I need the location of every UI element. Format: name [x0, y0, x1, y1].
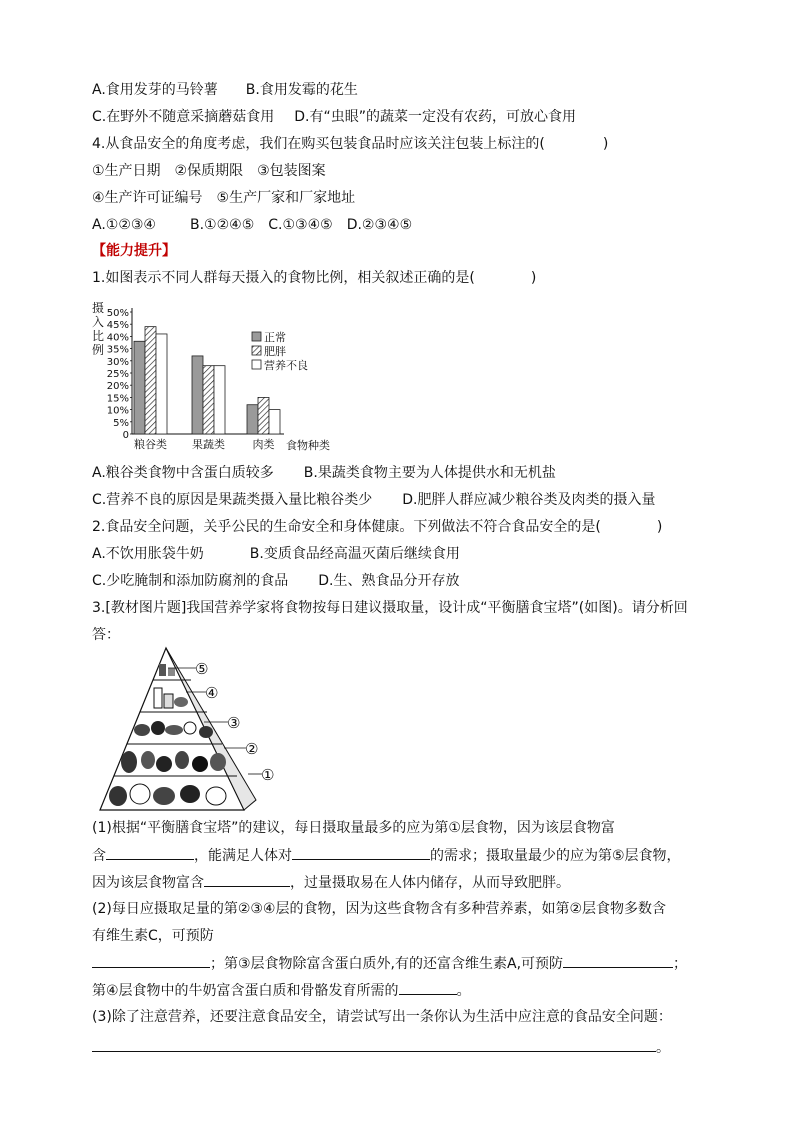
- x-tick-label: 果蔬类: [192, 438, 225, 451]
- p3-q2-line1: (2)每日应摄取足量的第②③④层的食物，因为这些食物含有多种营养素，如第②层食物多数含: [92, 901, 667, 917]
- legend-label: 正常: [264, 331, 286, 344]
- balanced-diet-pagoda: [96, 644, 296, 816]
- y-label-char: 入: [92, 315, 105, 329]
- y-tick-label: 35%: [106, 344, 129, 356]
- legend-swatch: [252, 360, 261, 369]
- p1-option-a: A.粮谷类食物中含蛋白质较多: [92, 465, 274, 481]
- y-label-char: 摄: [92, 301, 105, 315]
- chart-bars: [134, 327, 280, 434]
- y-tick-label: 40%: [106, 332, 129, 344]
- q3-options-row2: [92, 107, 576, 127]
- p2-stem: 2.食品安全问题，关乎公民的生命安全和身体健康。下列做法不符合食品安全的是( ): [92, 519, 663, 535]
- y-axis-ticks: [107, 308, 132, 441]
- p3-q1-line3: 因为该层食物富含 ，过量摄取易在人体内储存，从而导致肥胖。: [92, 872, 570, 893]
- q3-option-b: B.食用发霉的花生: [245, 82, 358, 98]
- p1-option-d: D.肥胖人群应减少粮谷类及肉类的摄入量: [402, 492, 656, 508]
- pyramid-label-1: ①: [261, 766, 275, 784]
- y-tick-label: 20%: [106, 381, 129, 393]
- bar-1-2: [214, 366, 225, 434]
- pyramid-label-3: ③: [227, 714, 241, 732]
- p1-options-row1: [92, 463, 556, 483]
- p2-option-c: C.少吃腌制和添加防腐剂的食品: [92, 573, 289, 589]
- bar-2-2: [269, 410, 280, 434]
- pyramid-label-2: ②: [245, 740, 259, 758]
- q4-option-b: B.①②④⑤: [189, 217, 255, 233]
- q4-options: [92, 215, 412, 235]
- q4-option-a: A.①②③④: [92, 217, 156, 233]
- bar-2-0: [247, 405, 258, 434]
- x-tick-label: 肉类: [252, 438, 275, 451]
- p2-option-d: D.生、熟食品分开存放: [318, 573, 460, 589]
- y-tick-label: 25%: [106, 369, 129, 380]
- y-tick-label: 15%: [106, 393, 129, 405]
- pyramid-label-5: ⑤: [195, 660, 209, 678]
- chart-legend: [252, 330, 308, 372]
- y-tick-label: 0: [122, 430, 129, 441]
- answer-blank[interactable]: [204, 872, 290, 887]
- q4-option-d: D.②③④⑤: [346, 217, 413, 233]
- answer-blank[interactable]: [92, 1037, 656, 1052]
- q4-option-c: C.①③④⑤: [268, 217, 333, 233]
- y-tick-label: 5%: [113, 417, 129, 429]
- bar-0-0: [134, 341, 145, 434]
- bar-0-2: [156, 334, 167, 434]
- x-axis-ticks: [134, 437, 275, 451]
- bar-0-1: [145, 327, 156, 434]
- pyramid-label-4: ④: [205, 684, 219, 702]
- bar-1-0: [192, 356, 203, 434]
- legend-label: 肥胖: [264, 345, 286, 358]
- x-tick-label: 粮谷类: [134, 438, 167, 451]
- p2-options-row2: [92, 571, 459, 591]
- p1-options-row2: [92, 490, 655, 510]
- p3-q3-line2: 。: [92, 1037, 670, 1058]
- p2-option-b: B.变质食品经高温灭菌后继续食用: [249, 546, 460, 562]
- legend-swatch: [252, 346, 261, 355]
- q4-stem: 4.从食品安全的角度考虑，我们在购买包装食品时应该关注包装上标注的( ): [92, 136, 609, 152]
- y-tick-label: 50%: [106, 308, 129, 319]
- p3-q2-line2: 有维生素C，可预防: [92, 928, 214, 944]
- q3-option-d: D.有“虫眼”的蔬菜一定没有农药，可放心食用: [294, 109, 576, 125]
- legend-swatch: [252, 332, 261, 341]
- y-label-char: 例: [92, 343, 105, 357]
- bar-1-1: [203, 366, 214, 434]
- q3-option-c: C.在野外不随意采摘蘑菇食用: [92, 109, 275, 125]
- p3-q3-line1: (3)除了注意营养，还要注意食品安全，请尝试写出一条你认为生活中应注意的食品安全问题：: [92, 1009, 672, 1025]
- answer-blank[interactable]: [563, 953, 673, 968]
- answer-blank[interactable]: [92, 953, 210, 968]
- answer-blank[interactable]: [292, 845, 430, 860]
- answer-blank[interactable]: [399, 980, 457, 995]
- p1-option-b: B.果蔬类食物主要为人体提供水和无机盐: [303, 465, 556, 481]
- x-axis-label: 食物种类: [286, 439, 330, 452]
- q3-options-row1: [92, 80, 358, 100]
- bar-2-1: [258, 397, 269, 434]
- p3-stem-line2: 答：: [92, 627, 120, 643]
- p3-q1-line2: 含 ，能满足人体对 的需求；摄取量最少的应为第⑤层食物，: [92, 845, 681, 866]
- y-tick-label: 10%: [106, 405, 129, 417]
- p2-options-row1: [92, 544, 460, 564]
- q3-option-a: A.食用发芽的马铃薯: [92, 82, 218, 98]
- p3-stem-line1: 3.[教材图片题]我国营养学家将食物按每日建议摄取量，设计成“平衡膳食宝塔”(如图)。请分析回: [92, 600, 688, 616]
- p3-q2-line4: 第④层食物中的牛奶富含蛋白质和骨骼发育所需的 。: [92, 980, 471, 1001]
- p1-option-c: C.营养不良的原因是果蔬类摄入量比粮谷类少: [92, 492, 373, 508]
- q4-items-line2: ④生产许可证编号 ⑤生产厂家和厂家地址: [92, 190, 356, 206]
- y-label-char: 比: [92, 329, 105, 343]
- p3-q1-line1: (1)根据“平衡膳食宝塔”的建议，每日摄取量最多的应为第①层食物，因为该层食物富: [92, 820, 615, 836]
- y-tick-label: 45%: [106, 320, 129, 332]
- answer-blank[interactable]: [106, 845, 194, 860]
- section-title: 【能力提升】: [92, 243, 176, 259]
- food-intake-bar-chart: [92, 298, 342, 456]
- y-axis-label: [92, 300, 104, 357]
- legend-label: 营养不良: [264, 359, 308, 372]
- p1-stem: 1.如图表示不同人群每天摄入的食物比例，相关叙述正确的是( ): [92, 270, 537, 286]
- y-tick-label: 30%: [106, 356, 129, 368]
- p2-option-a: A.不饮用胀袋牛奶: [92, 546, 204, 562]
- q4-items-line1: ①生产日期 ②保质期限 ③包装图案: [92, 163, 326, 179]
- p3-q2-line3: ；第③层食物除富含蛋白质外,有的还富含维生素A,可预防 ；: [92, 953, 687, 974]
